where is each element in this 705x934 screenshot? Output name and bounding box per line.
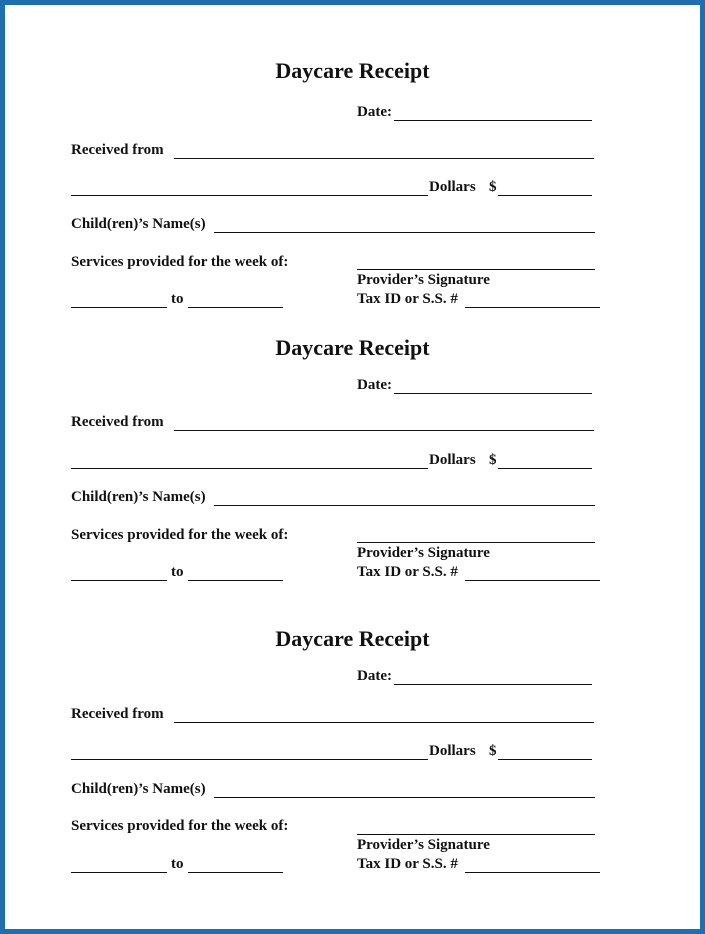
date-label: Date: <box>357 377 392 393</box>
dollar-sign: $ <box>489 743 497 759</box>
dollars-label: Dollars <box>429 452 476 468</box>
date-field[interactable] <box>394 684 592 685</box>
provider-signature-label: Provider’s Signature <box>357 837 490 853</box>
provider-signature-field[interactable] <box>357 542 595 543</box>
amount-words-field[interactable] <box>71 759 428 760</box>
tax-id-field[interactable] <box>465 872 600 873</box>
dollars-label: Dollars <box>429 179 476 195</box>
provider-signature-field[interactable] <box>357 269 595 270</box>
dollars-label: Dollars <box>429 743 476 759</box>
receipt-3 <box>0 626 705 906</box>
received-from-label: Received from <box>71 142 164 158</box>
to-label: to <box>171 291 184 307</box>
dollar-sign: $ <box>489 179 497 195</box>
services-week-label: Services provided for the week of: <box>71 818 289 834</box>
services-week-label: Services provided for the week of: <box>71 527 289 543</box>
provider-signature-field[interactable] <box>357 834 595 835</box>
receipt-2 <box>0 335 705 615</box>
amount-words-field[interactable] <box>71 468 428 469</box>
receipt-title: Daycare Receipt <box>275 335 430 360</box>
tax-id-label: Tax ID or S.S. # <box>357 564 458 580</box>
received-from-label: Received from <box>71 414 164 430</box>
week-start-field[interactable] <box>71 580 167 581</box>
to-label: to <box>171 564 184 580</box>
date-field[interactable] <box>394 120 592 121</box>
children-name-field[interactable] <box>214 232 595 233</box>
received-from-field[interactable] <box>174 722 594 723</box>
week-end-field[interactable] <box>188 307 283 308</box>
tax-id-field[interactable] <box>465 580 600 581</box>
received-from-field[interactable] <box>174 430 594 431</box>
children-name-label: Child(ren)’s Name(s) <box>71 781 206 797</box>
receipt-1 <box>0 58 705 338</box>
children-name-label: Child(ren)’s Name(s) <box>71 489 206 505</box>
receipt-title: Daycare Receipt <box>275 58 430 83</box>
received-from-label: Received from <box>71 706 164 722</box>
children-name-field[interactable] <box>214 797 595 798</box>
week-end-field[interactable] <box>188 872 283 873</box>
date-label: Date: <box>357 104 392 120</box>
tax-id-label: Tax ID or S.S. # <box>357 856 458 872</box>
provider-signature-label: Provider’s Signature <box>357 272 490 288</box>
children-name-label: Child(ren)’s Name(s) <box>71 216 206 232</box>
provider-signature-label: Provider’s Signature <box>357 545 490 561</box>
children-name-field[interactable] <box>214 505 595 506</box>
receipt-title: Daycare Receipt <box>275 626 430 651</box>
amount-field[interactable] <box>498 759 592 760</box>
tax-id-field[interactable] <box>465 307 600 308</box>
amount-field[interactable] <box>498 195 592 196</box>
date-field[interactable] <box>394 393 592 394</box>
amount-words-field[interactable] <box>71 195 428 196</box>
date-label: Date: <box>357 668 392 684</box>
amount-field[interactable] <box>498 468 592 469</box>
dollar-sign: $ <box>489 452 497 468</box>
week-start-field[interactable] <box>71 872 167 873</box>
week-end-field[interactable] <box>188 580 283 581</box>
services-week-label: Services provided for the week of: <box>71 254 289 270</box>
received-from-field[interactable] <box>174 158 594 159</box>
to-label: to <box>171 856 184 872</box>
tax-id-label: Tax ID or S.S. # <box>357 291 458 307</box>
week-start-field[interactable] <box>71 307 167 308</box>
